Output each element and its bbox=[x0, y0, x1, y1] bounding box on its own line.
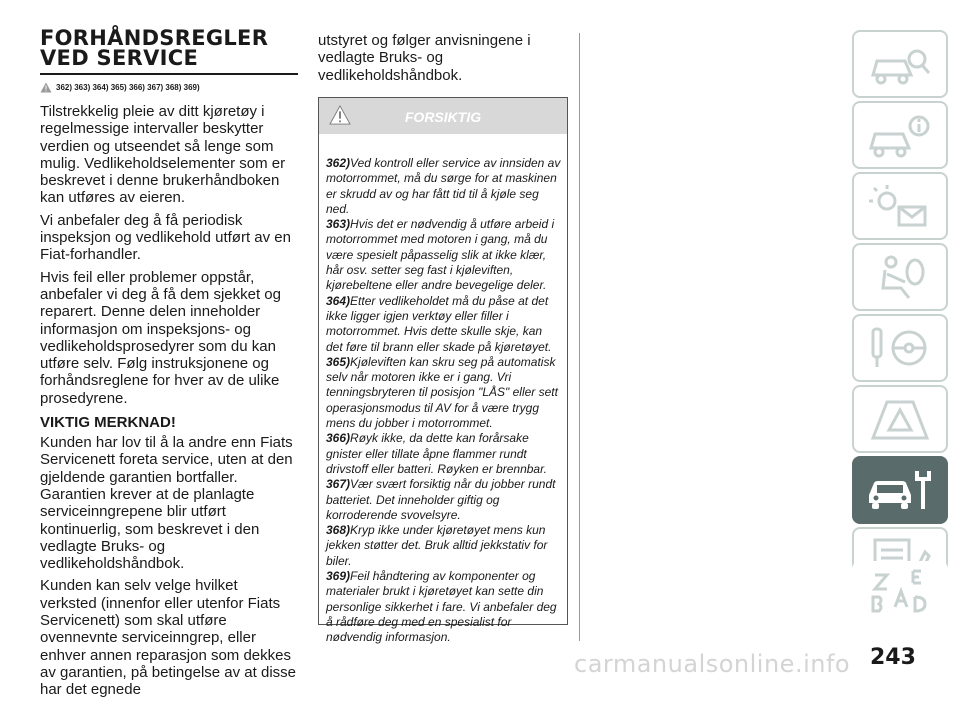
title-line-1: FORHÅNDSREGLER bbox=[40, 26, 269, 50]
tab-key-steering[interactable] bbox=[852, 314, 948, 382]
paragraph-5: Kunden kan selv velge hvilket verksted (innenfor eller utenfor Fiats Servicenett) som skal utføre ovennevnte serviceinngrep, eller enhver annen reparasjon som dekkes av garantien, på betingelse av at disse har det egnede bbox=[40, 577, 297, 699]
column-divider bbox=[579, 33, 580, 641]
road-hazard-icon bbox=[865, 394, 935, 444]
item-text: Feil håndtering av komponenter og materialer brukt i kjøretøyet kan sette din personlige sikkerhet i fare. Vi anbefaler deg å rådføre deg med en spesialist for nødvendig informasjon. bbox=[326, 569, 557, 645]
car-info-icon bbox=[865, 110, 935, 160]
middle-column bbox=[318, 32, 570, 84]
watermark: carmanualsonline.info bbox=[574, 650, 851, 678]
warning-refs bbox=[40, 82, 298, 93]
tab-airbag-seat[interactable] bbox=[852, 243, 948, 311]
item-number: 362) bbox=[326, 156, 351, 170]
caution-items bbox=[319, 134, 567, 646]
key-steering-icon bbox=[865, 323, 935, 373]
warning-lights-icon bbox=[865, 181, 935, 231]
item-number: 366) bbox=[326, 431, 351, 446]
caution-item bbox=[326, 355, 561, 431]
page-number: 243 bbox=[870, 645, 916, 670]
car-wrench-icon bbox=[865, 465, 935, 515]
item-text: Kjøleviften kan skru seg på automatisk selv når motoren ikke er i gang. Vri tenningsbryteren til posisjon "LÅS" eller sett operasjonsmodus til AV for å være trygg mens du jobber i motorrommet. bbox=[326, 354, 558, 431]
refs-text: 362) 363) 364) 365) 366) 367) 368) 369) bbox=[56, 83, 200, 92]
tab-car-search[interactable] bbox=[852, 30, 948, 98]
paragraph-4: Kunden har lov til å la andre enn Fiats Servicenett foreta service, uten at den gjeldende garantien bortfaller. Garantien krever at de planlagte serviceinngrepene blir utført kontinuerlig, som beskrevet i den vedlagte Bruks- og vedlikeholdshåndbok. bbox=[40, 434, 293, 573]
airbag-seat-icon bbox=[865, 252, 935, 302]
caution-box bbox=[318, 97, 568, 645]
important-note-heading: VIKTIG MERKNAD! bbox=[40, 414, 176, 432]
caution-item bbox=[326, 477, 561, 523]
item-text: Kryp ikke under kjøretøyet mens kun jekken støtter det. Bruk alltid jekkstativ for biler. bbox=[326, 523, 548, 568]
caution-header bbox=[319, 98, 567, 134]
warning-triangle-icon bbox=[40, 82, 52, 93]
caution-item bbox=[326, 523, 561, 569]
caution-item bbox=[326, 294, 561, 355]
paragraph-2: Vi anbefaler deg å få periodisk inspeksjon og vedlikehold utført av en Fiat-forhandler. bbox=[40, 211, 291, 264]
item-text: Vær svært forsiktig når du jobber rundt batteriet. Det inneholder giftig og korroderende svovelsyre. bbox=[326, 477, 556, 522]
tab-road-hazard[interactable] bbox=[852, 385, 948, 453]
section-title bbox=[40, 28, 298, 68]
item-text: Røyk ikke, da dette kan forårsake gnister eller tillate åpne flammer rundt drivstoff eller batteri. Røyken er brennbar. bbox=[326, 431, 547, 476]
title-line-2: VED SERVICE bbox=[40, 46, 199, 70]
item-number: 364) bbox=[326, 293, 351, 308]
item-number: 368) bbox=[326, 523, 351, 538]
caution-item bbox=[326, 217, 561, 293]
car-search-icon bbox=[865, 39, 935, 89]
item-text: Etter vedlikeholdet må du påse at det ikke ligger igjen verktøy eller filler i motorrommet. Hvis dette skulle skje, kan det føre til brann eller skade på kjøretøyet. bbox=[326, 293, 552, 354]
title-rule bbox=[40, 73, 298, 75]
caution-item bbox=[326, 569, 561, 645]
tab-warning-lights[interactable] bbox=[852, 172, 948, 240]
item-number: 367) bbox=[326, 477, 351, 492]
alphabet-index-icon bbox=[865, 567, 935, 617]
item-number: 365) bbox=[326, 354, 351, 369]
continued-paragraph: utstyret og følger anvisningene i vedlagte Bruks- og vedlikeholdshåndbok. bbox=[318, 32, 531, 84]
item-number: 363) bbox=[326, 217, 351, 232]
paragraph-3: Hvis feil eller problemer oppstår, anbefaler vi deg å få dem sjekket og reparert. Denne delen inneholder informasjon om inspeksjons- og vedlikeholdsprosedyrer som du kan utføre selv. Følg instruksjonene og forhåndsreglene for hver av de ulike prosedyrene. bbox=[40, 268, 281, 407]
tab-car-info[interactable] bbox=[852, 101, 948, 169]
item-text: Hvis det er nødvendig å utføre arbeid i motorrommet med motoren i gang, må du være spesielt påpasselig slik at ikke klær, hår osv. setter seg fast i kjøleviften, kjørebeltene eller andre bevegelige deler. bbox=[326, 217, 555, 293]
paragraph-1: Tilstrekkelig pleie av ditt kjøretøy i regelmessige intervaller beskytter verdien og utseendet så lenge som mulig. Vedlikeholdselementer som er beskrevet i denne brukerhåndboken kan utføres av eieren. bbox=[40, 103, 286, 207]
item-text: Ved kontroll eller service av innsiden av motorrommet, må du sørge for at maskinen er skrudd av og har fått tid til å kjøle seg ned. bbox=[326, 156, 561, 216]
left-column bbox=[40, 28, 298, 704]
item-number: 369) bbox=[326, 569, 351, 584]
tab-car-wrench[interactable] bbox=[852, 456, 948, 524]
caution-item bbox=[326, 431, 561, 477]
caution-item bbox=[326, 156, 561, 217]
tab-alphabet-index[interactable] bbox=[852, 561, 948, 623]
caution-title: FORSIKTIG bbox=[404, 109, 482, 125]
